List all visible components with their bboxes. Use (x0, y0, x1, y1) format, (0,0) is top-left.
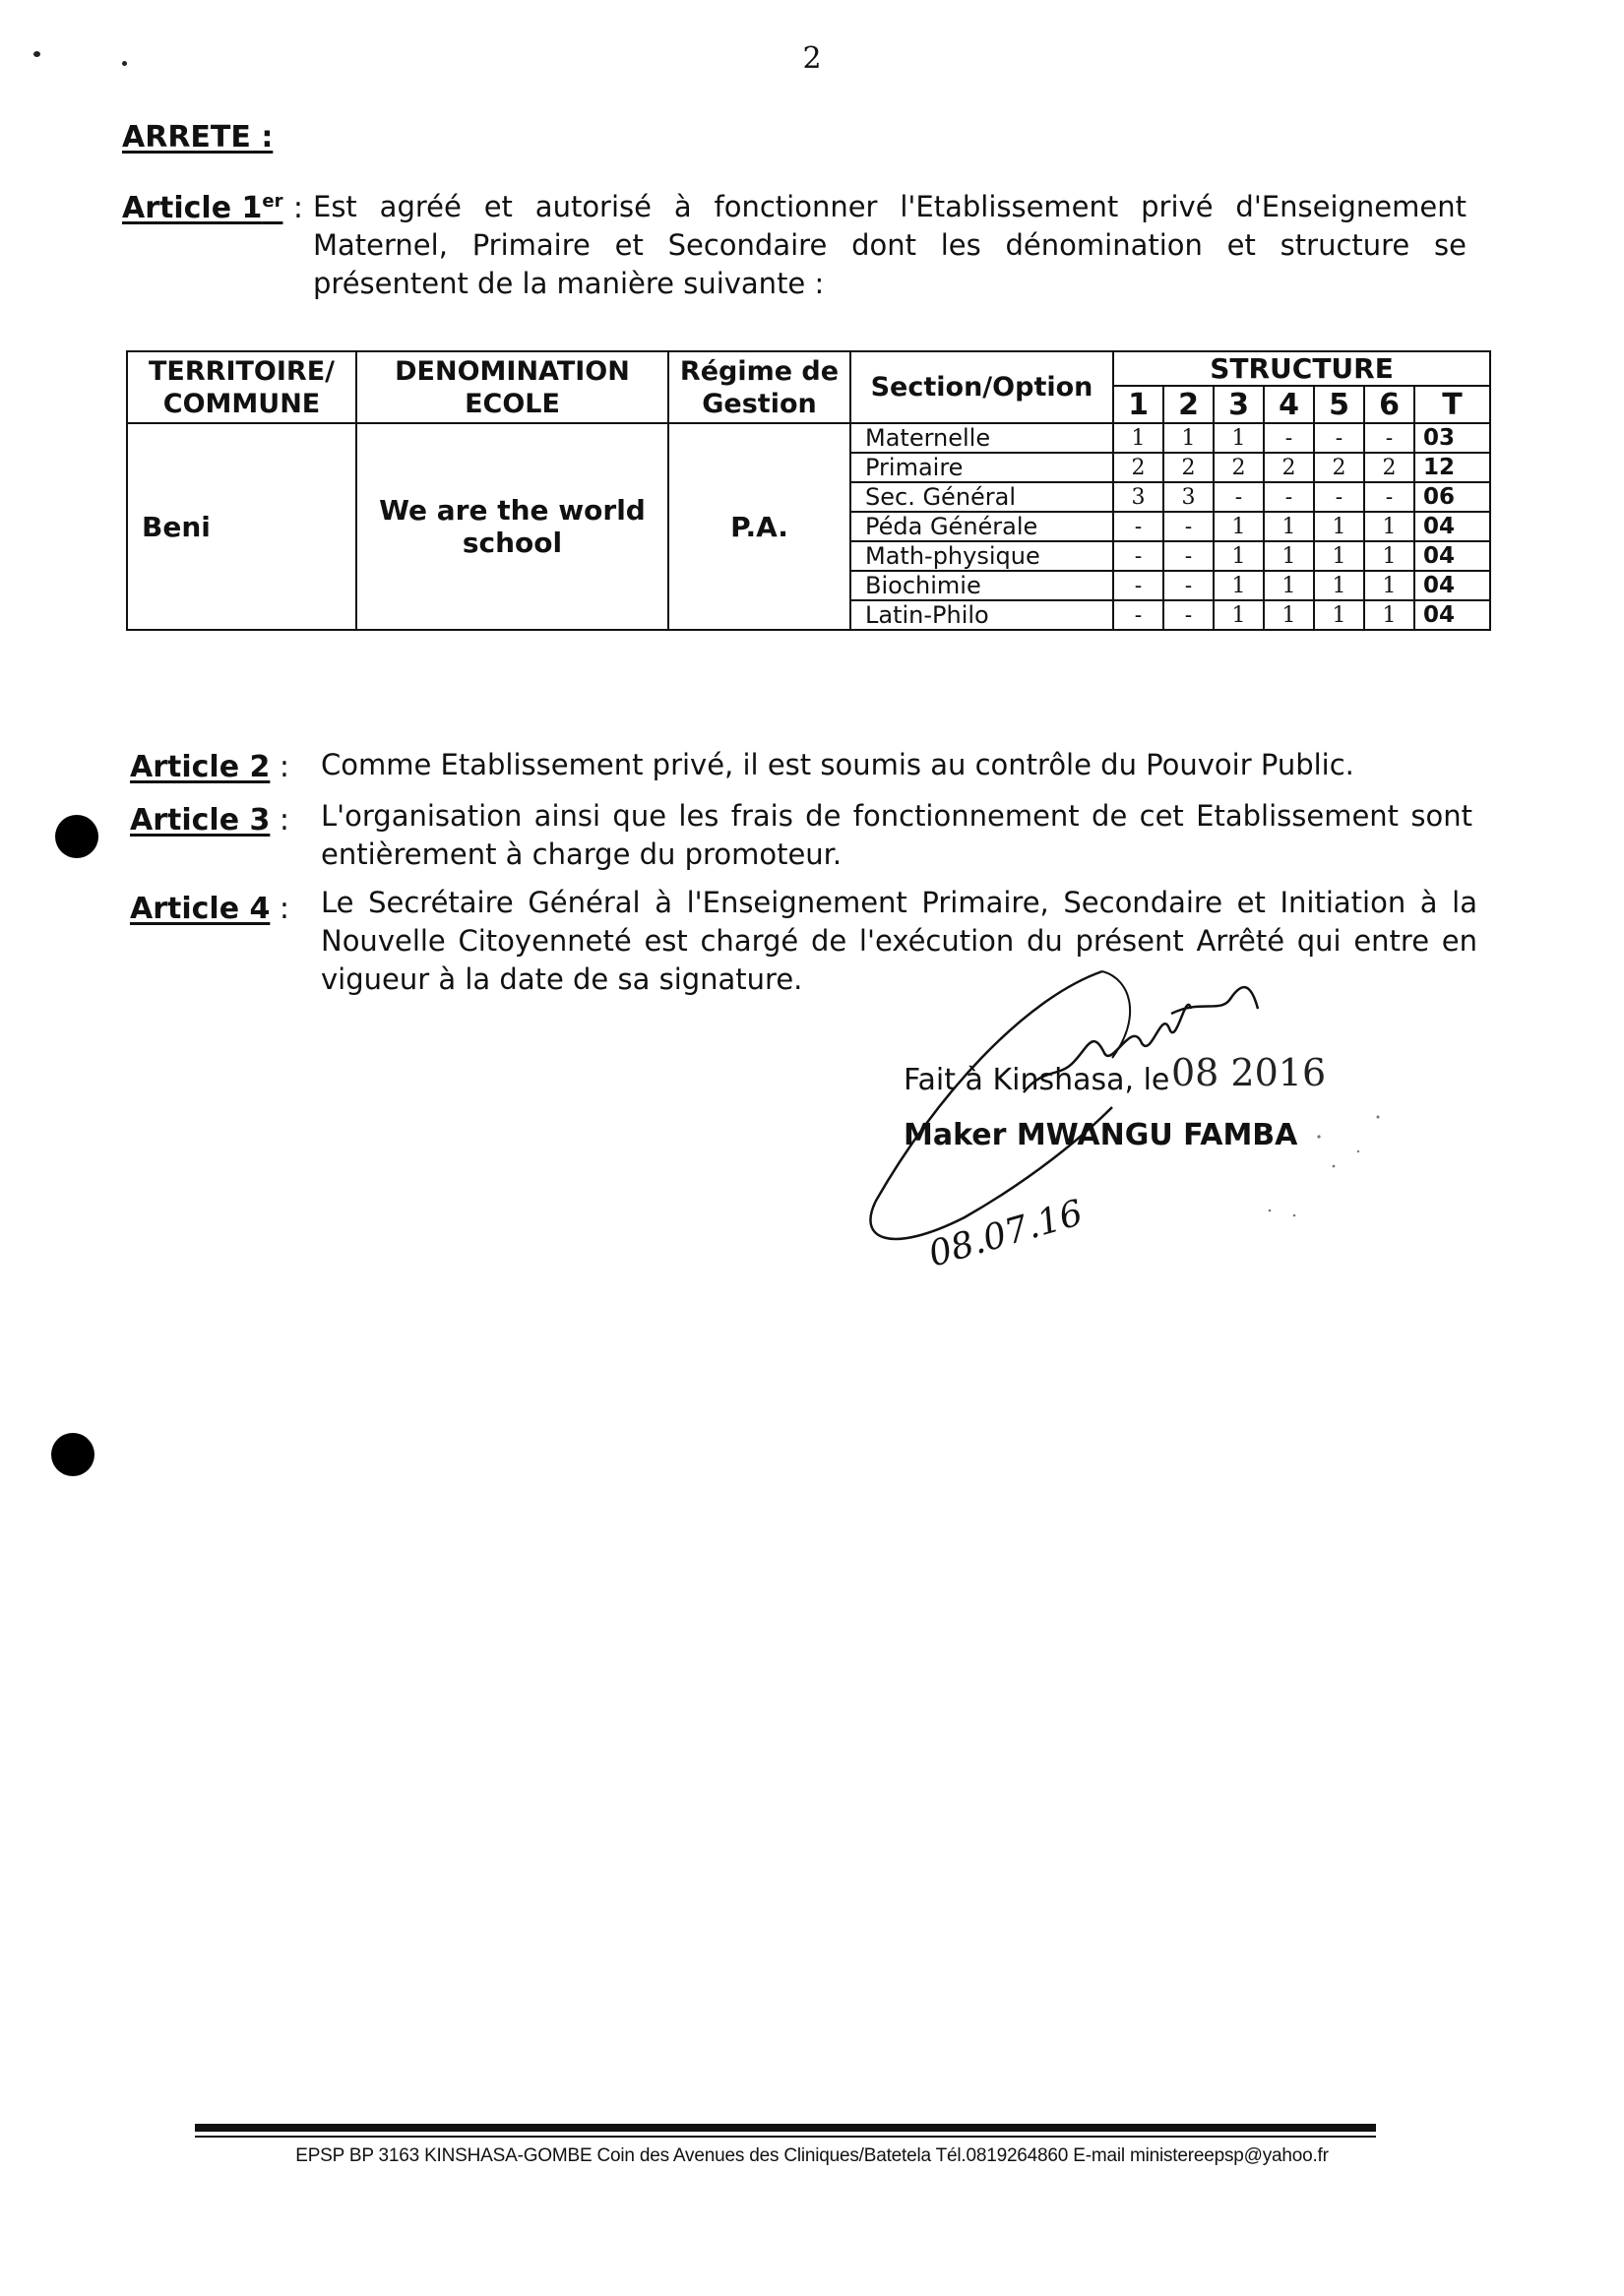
cell-value: 1 (1364, 541, 1414, 571)
cell-section: Péda Générale (850, 512, 1113, 541)
footer-rule (195, 2124, 1376, 2132)
cell-value: 2 (1163, 453, 1214, 482)
cell-value: 1 (1314, 512, 1364, 541)
footer-rule (195, 2136, 1376, 2138)
header-level-6: 6 (1364, 386, 1414, 423)
cell-value: 3 (1113, 482, 1163, 512)
cell-value: 1 (1264, 512, 1314, 541)
punch-hole (55, 815, 98, 858)
cell-value: - (1214, 482, 1264, 512)
cell-value: - (1314, 482, 1364, 512)
handwritten-signature (846, 960, 1437, 1294)
cell-total: 12 (1414, 453, 1490, 482)
footer-address: EPSP BP 3163 KINSHASA-GOMBE Coin des Avenues des Cliniques/Batetela Tél.0819264860 E-mail ministereepsp@yahoo.fr (295, 2145, 1329, 2166)
article-3-label: Article 3 : (130, 803, 290, 838)
cell-value: 1 (1364, 512, 1414, 541)
handwritten-date: 08.07.16 (924, 1193, 1088, 1275)
cell-value: - (1264, 423, 1314, 453)
cell-value: 2 (1364, 453, 1414, 482)
article-3-text: L'organisation ainsi que les frais de fonctionnement de cet Etablissement sont entièrement à charge du promoteur. (321, 799, 1472, 871)
cell-section: Maternelle (850, 423, 1113, 453)
cell-total: 04 (1414, 571, 1490, 600)
cell-value: - (1113, 541, 1163, 571)
header-level-total: T (1414, 386, 1490, 423)
cell-value: - (1163, 512, 1214, 541)
cell-value: 1 (1214, 571, 1264, 600)
scan-speck (122, 61, 127, 66)
cell-value: 2 (1264, 453, 1314, 482)
article-4-text: Le Secrétaire Général à l'Enseignement Primaire, Secondaire et Initiation à la Nouvelle Citoyenneté est chargé de l'exécution du présent Arrêté qui entre en vigueur à la date de sa signature. (321, 886, 1477, 996)
cell-value: 1 (1264, 600, 1314, 630)
cell-value: - (1314, 423, 1364, 453)
cell-total: 06 (1414, 482, 1490, 512)
cell-section: Math-physique (850, 541, 1113, 571)
table-row (127, 423, 1490, 453)
cell-denomination: We are the world school (356, 423, 668, 630)
cell-section: Primaire (850, 453, 1113, 482)
cell-total: 04 (1414, 512, 1490, 541)
cell-value: 1 (1113, 423, 1163, 453)
cell-value: 2 (1214, 453, 1264, 482)
cell-value: 1 (1364, 600, 1414, 630)
cell-value: 1 (1214, 423, 1264, 453)
article-2-label: Article 2 : (130, 750, 290, 784)
header-structure: STRUCTURE (1113, 351, 1490, 386)
cell-total: 04 (1414, 541, 1490, 571)
cell-value: - (1113, 600, 1163, 630)
arrete-heading: ARRETE : (122, 120, 274, 155)
header-territoire: TERRITOIRE/ COMMUNE (127, 351, 356, 423)
page-number: 2 (802, 41, 822, 76)
article-4-label: Article 4 : (130, 892, 290, 926)
article-1-text: Est agréé et autorisé à fonctionner l'Etablissement privé d'Enseignement Maternel, Primaire et Secondaire dont les dénomination et structure se présentent de la manière suivante : (313, 190, 1467, 300)
article-2-text: Comme Etablissement privé, il est soumis au contrôle du Pouvoir Public. (321, 748, 1354, 781)
signing-place-date: Fait à Kinshasa, le (904, 1063, 1170, 1097)
cell-value: - (1163, 571, 1214, 600)
article-1-label: Article 1er : (122, 191, 304, 225)
structure-table (126, 350, 1491, 631)
cell-value: - (1264, 482, 1314, 512)
cell-value: 1 (1214, 600, 1264, 630)
header-regime: Régime de Gestion (668, 351, 850, 423)
cell-value: - (1113, 571, 1163, 600)
header-level-3: 3 (1214, 386, 1264, 423)
cell-value: 2 (1113, 453, 1163, 482)
cell-value: - (1364, 482, 1414, 512)
header-level-1: 1 (1113, 386, 1163, 423)
cell-value: 3 (1163, 482, 1214, 512)
header-level-5: 5 (1314, 386, 1364, 423)
header-section: Section/Option (850, 351, 1113, 423)
signatory-name: Maker MWANGU FAMBA (904, 1118, 1298, 1152)
header-level-2: 2 (1163, 386, 1214, 423)
cell-value: 1 (1214, 541, 1264, 571)
cell-value: - (1163, 600, 1214, 630)
cell-value: 1 (1314, 571, 1364, 600)
cell-value: - (1113, 512, 1163, 541)
cell-value: 1 (1163, 423, 1214, 453)
cell-value: 1 (1264, 571, 1314, 600)
cell-value: 1 (1264, 541, 1314, 571)
cell-value: 1 (1214, 512, 1264, 541)
cell-section: Latin-Philo (850, 600, 1113, 630)
header-level-4: 4 (1264, 386, 1314, 423)
stamp-date: 08 2016 (1171, 1051, 1327, 1094)
cell-section: Sec. Général (850, 482, 1113, 512)
cell-value: - (1364, 423, 1414, 453)
cell-section: Biochimie (850, 571, 1113, 600)
cell-total: 03 (1414, 423, 1490, 453)
punch-hole (51, 1433, 94, 1476)
cell-territoire: Beni (127, 423, 356, 630)
cell-value: 1 (1364, 571, 1414, 600)
cell-value: 2 (1314, 453, 1364, 482)
scan-speck (33, 51, 40, 57)
cell-total: 04 (1414, 600, 1490, 630)
cell-value: 1 (1314, 541, 1364, 571)
cell-regime: P.A. (668, 423, 850, 630)
cell-value: - (1163, 541, 1214, 571)
cell-value: 1 (1314, 600, 1364, 630)
header-denomination: DENOMINATION ECOLE (356, 351, 668, 423)
